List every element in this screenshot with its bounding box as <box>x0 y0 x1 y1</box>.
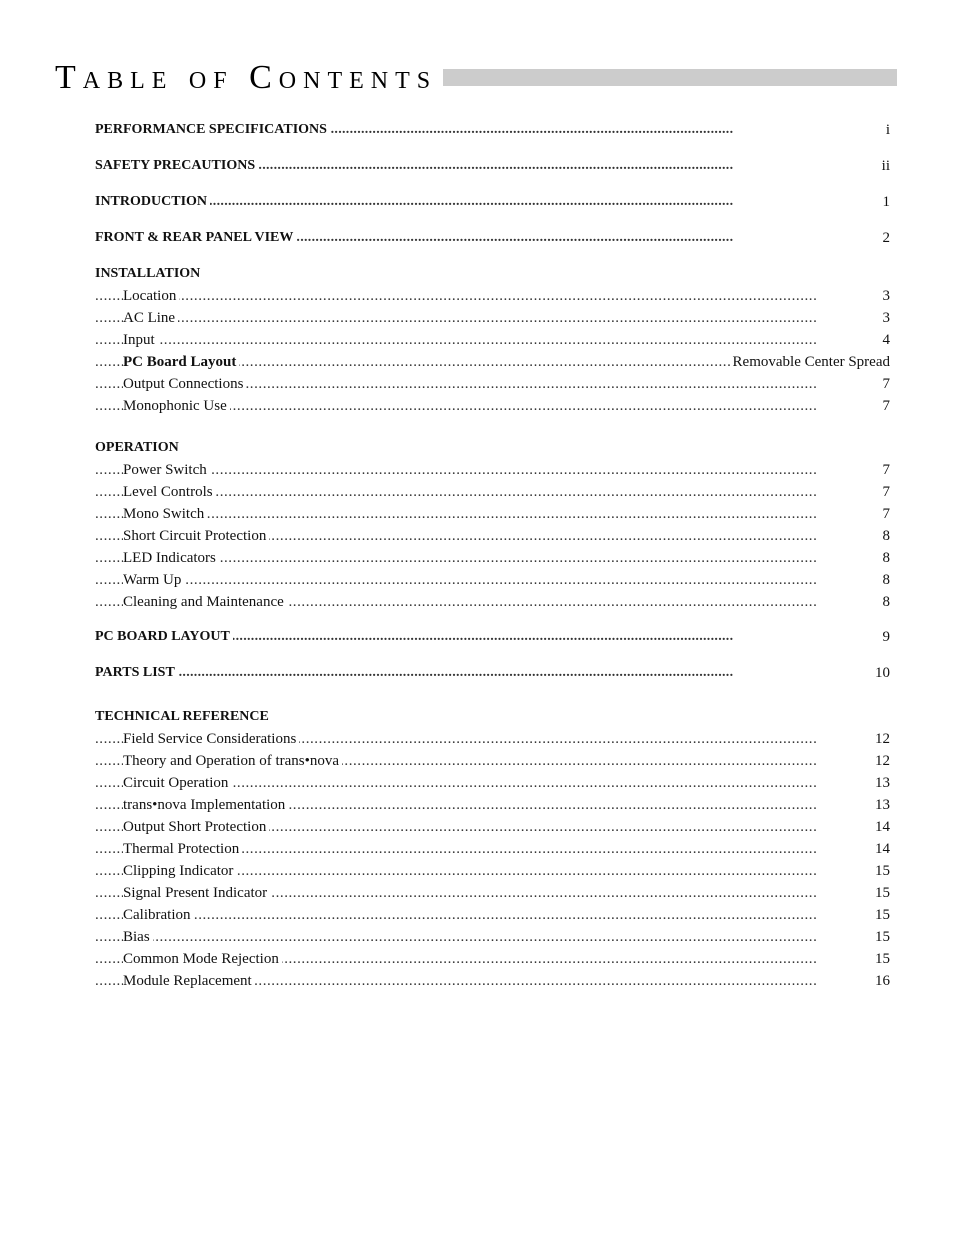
toc-entry-label: SAFETY PRECAUTIONS <box>95 155 258 177</box>
toc-entry-page: 15 <box>872 860 890 882</box>
toc-entry-label: Monophonic Use <box>123 395 230 417</box>
toc-subentry-pc-board-layout[interactable] <box>95 351 890 373</box>
toc-entry-label: Theory and Operation of trans•nova <box>123 750 342 772</box>
toc-subentry-ac-line[interactable] <box>95 307 890 329</box>
toc-entry-safety-precautions[interactable] <box>95 155 890 177</box>
toc-entry-label: Output Short Protection <box>123 816 269 838</box>
toc-subentry-output-short-protection[interactable] <box>95 816 890 838</box>
toc-entry-label: Clipping Indicator <box>123 860 236 882</box>
toc-entry-page: 7 <box>880 373 891 395</box>
toc-subentry-transnova-implementation[interactable] <box>95 794 890 816</box>
toc-entry-label: Common Mode Rejection <box>123 948 282 970</box>
toc-entry-label: trans•nova Implementation <box>123 794 288 816</box>
toc-subentry-bias[interactable] <box>95 926 890 948</box>
toc-entry-page: 14 <box>872 816 890 838</box>
toc-section-label: OPERATION <box>95 437 182 459</box>
toc-subentry-field-service[interactable] <box>95 728 890 750</box>
toc-entry-page: ii <box>879 155 890 177</box>
toc-entry-label: Field Service Considerations <box>123 728 299 750</box>
toc-entry-label: Output Connections <box>123 373 246 395</box>
toc-subentry-clipping-indicator[interactable] <box>95 860 890 882</box>
toc-entry-label: Thermal Protection <box>123 838 242 860</box>
toc-entry-introduction[interactable] <box>95 191 890 213</box>
toc-entry-label: PARTS LIST <box>95 662 178 684</box>
section-spacer <box>95 417 890 437</box>
toc-entry-page: 13 <box>872 772 890 794</box>
toc-section-label: TECHNICAL REFERENCE <box>95 706 272 728</box>
page-title: Table of Contents <box>55 59 438 96</box>
toc-section-installation[interactable] <box>95 263 890 285</box>
toc-entry-performance-specifications[interactable] <box>95 119 890 141</box>
toc-subentry-power-switch[interactable] <box>95 459 890 481</box>
toc-entry-page: 15 <box>872 882 890 904</box>
toc-subentry-location[interactable] <box>95 285 890 307</box>
toc-entry-page: 10 <box>872 662 890 684</box>
toc-section-operation[interactable] <box>95 437 890 459</box>
toc-entry-page: 13 <box>872 794 890 816</box>
toc-entry-label: Power Switch <box>123 459 210 481</box>
toc-entry-label: Location <box>123 285 179 307</box>
toc-entry-page: 1 <box>880 191 891 213</box>
toc-subentry-circuit-operation[interactable] <box>95 772 890 794</box>
toc-subentry-mono-switch[interactable] <box>95 503 890 525</box>
toc-subentry-signal-present-indicator[interactable] <box>95 882 890 904</box>
toc-subentry-short-circuit-protection[interactable] <box>95 525 890 547</box>
toc-entry-label: FRONT & REAR PANEL VIEW <box>95 227 296 249</box>
toc-entry-label: INTRODUCTION <box>95 191 210 213</box>
toc-entry-label: Calibration <box>123 904 194 926</box>
toc-entry-label: Mono Switch <box>123 503 207 525</box>
toc-entry-page: 8 <box>880 525 891 547</box>
toc-subentry-theory-operation[interactable] <box>95 750 890 772</box>
toc-subentry-monophonic-use[interactable] <box>95 395 890 417</box>
table-of-contents <box>95 119 890 992</box>
toc-entry-page: 15 <box>872 926 890 948</box>
section-spacer <box>95 613 890 626</box>
toc-entry-page: 15 <box>872 948 890 970</box>
toc-entry-page: 8 <box>880 591 891 613</box>
toc-entry-label: Short Circuit Protection <box>123 525 269 547</box>
toc-entry-label: Signal Present Indicator <box>123 882 270 904</box>
toc-entry-parts-list[interactable] <box>95 662 890 684</box>
toc-entry-label: Circuit Operation <box>123 772 231 794</box>
toc-entry-page: Removable Center Spread <box>730 351 890 373</box>
toc-entry-label: LED Indicators <box>123 547 219 569</box>
toc-entry-page: 3 <box>880 285 891 307</box>
toc-subentry-common-mode-rejection[interactable] <box>95 948 890 970</box>
toc-entry-label: PERFORMANCE SPECIFICATIONS <box>95 119 330 141</box>
toc-entry-page: i <box>883 119 890 141</box>
toc-entry-page: 12 <box>872 750 890 772</box>
toc-entry-front-rear-panel-view[interactable] <box>95 227 890 249</box>
toc-subentry-led-indicators[interactable] <box>95 547 890 569</box>
toc-entry-page: 7 <box>880 395 891 417</box>
toc-entry-pc-board-layout[interactable] <box>95 626 890 648</box>
toc-subentry-module-replacement[interactable] <box>95 970 890 992</box>
toc-entry-page: 9 <box>880 626 891 648</box>
toc-subentry-cleaning-maintenance[interactable] <box>95 591 890 613</box>
toc-entry-page: 8 <box>880 569 891 591</box>
title-rule-bar <box>443 69 897 86</box>
toc-entry-label: Bias <box>123 926 153 948</box>
toc-subentry-level-controls[interactable] <box>95 481 890 503</box>
toc-entry-label: Warm Up <box>123 569 184 591</box>
toc-entry-page: 2 <box>880 227 891 249</box>
toc-entry-page: 3 <box>880 307 891 329</box>
toc-subentry-thermal-protection[interactable] <box>95 838 890 860</box>
toc-entry-page: 14 <box>872 838 890 860</box>
toc-entry-page: 8 <box>880 547 891 569</box>
toc-subentry-calibration[interactable] <box>95 904 890 926</box>
toc-entry-page: 4 <box>880 329 891 351</box>
toc-entry-label: AC Line <box>123 307 178 329</box>
page-heading <box>55 58 897 98</box>
toc-entry-page: 12 <box>872 728 890 750</box>
toc-section-technical-reference[interactable] <box>95 706 890 728</box>
toc-entry-label: Module Replacement <box>123 970 255 992</box>
toc-entry-label: Input <box>123 329 158 351</box>
toc-entry-label: PC Board Layout <box>123 351 239 373</box>
toc-entry-label: Level Controls <box>123 481 216 503</box>
toc-section-label: INSTALLATION <box>95 263 203 285</box>
toc-subentry-output-connections[interactable] <box>95 373 890 395</box>
toc-entry-page: 7 <box>880 503 891 525</box>
toc-entry-page: 7 <box>880 481 891 503</box>
toc-entry-page: 7 <box>880 459 891 481</box>
toc-subentry-warm-up[interactable] <box>95 569 890 591</box>
toc-entry-label: Cleaning and Maintenance <box>123 591 287 613</box>
toc-entry-page: 16 <box>872 970 890 992</box>
toc-entry-page: 15 <box>872 904 890 926</box>
toc-subentry-input[interactable] <box>95 329 890 351</box>
toc-entry-label: PC BOARD LAYOUT <box>95 626 233 648</box>
